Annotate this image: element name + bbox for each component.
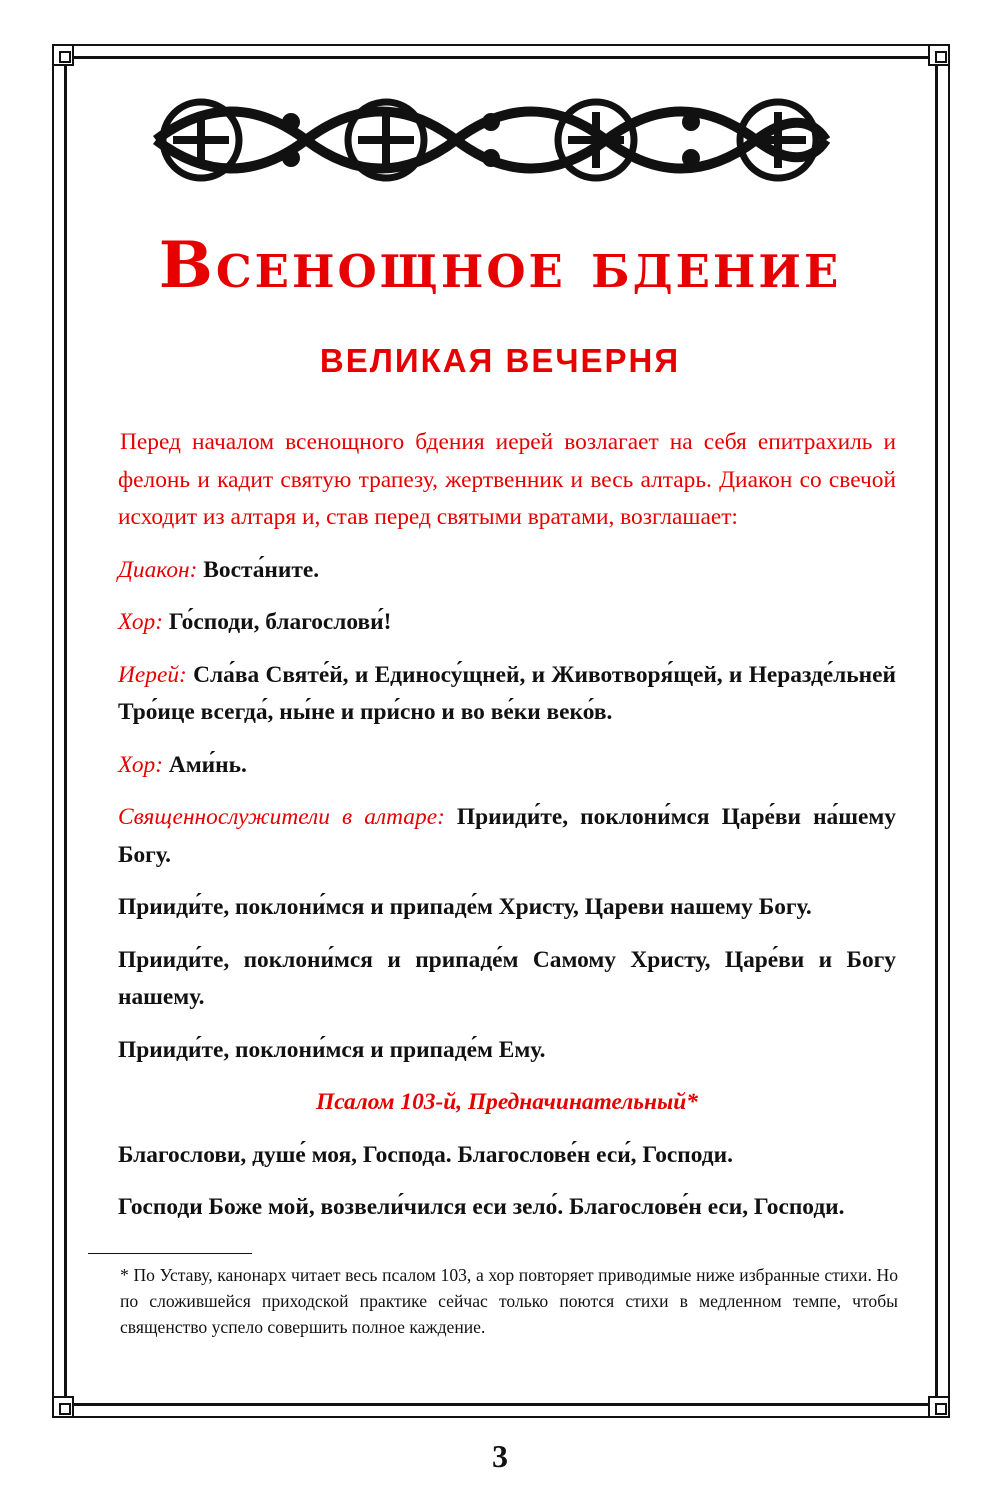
page-number: 3	[492, 1438, 508, 1474]
speaker-label: Священнослужители в алтаре:	[118, 804, 445, 830]
verse: Прииди́те, поклони́мся и припаде́м Ему.	[118, 1036, 546, 1063]
dialogue-line	[118, 604, 896, 642]
corner-ornament-top-left	[52, 44, 74, 66]
footnote-divider	[88, 1253, 252, 1254]
corner-ornament-top-right	[928, 44, 950, 66]
page-title: Всенощное бдение	[158, 228, 842, 303]
main-text	[118, 424, 896, 1242]
speaker-label: Хор:	[118, 609, 163, 635]
speaker-label: Хор:	[118, 751, 163, 778]
psalm-verse: Благослови, душе́ моя, Господа. Благослове́н еси́, Господи.	[118, 1141, 733, 1168]
spoken-text: Ами́нь.	[168, 751, 247, 778]
verse: Прииди́те, поклони́мся и припаде́м Христу, Цареви нашему Богу.	[118, 894, 812, 920]
speaker-label: Иерей:	[118, 661, 187, 688]
dialogue-line	[118, 747, 896, 785]
dialogue-line	[118, 657, 896, 732]
spoken-text: Прииди́те, поклони́мся Царе́ви на́шему Богу.	[118, 804, 896, 868]
psalm-title: Псалом 103-й, Предначинательный*	[316, 1089, 698, 1115]
dialogue-line	[118, 799, 896, 874]
dialogue-line	[118, 552, 896, 590]
intro-rubric: Перед началом всенощного бдения иерей возлагает на себя епитрахиль и фелонь и кадит святую трапезу, жертвенник и весь алтарь. Диакон со свечой исходит из алтаря и, став перед святыми вратами, возглашает:	[118, 429, 896, 530]
psalm-verse: Господи Боже мой, возвели́чился еси зело́. Благослове́н еси, Господи.	[118, 1194, 845, 1220]
corner-ornament-bottom-left	[52, 1396, 74, 1418]
header-ornament	[146, 92, 836, 188]
section-subtitle: ВЕЛИКАЯ ВЕЧЕРНЯ	[319, 342, 681, 379]
speaker-label: Диакон:	[118, 556, 198, 583]
corner-ornament-bottom-right	[928, 1396, 950, 1418]
spoken-text: Воста́ните.	[203, 556, 320, 583]
spoken-text: Го́споди, благослови́!	[168, 609, 392, 635]
spoken-text: Сла́ва Святе́й, и Единосу́щней, и Животворя́щей, и Неразде́льней Тро́ице всегда́, ны́не и при́сно и во ве́ки веко́в.	[118, 661, 896, 725]
verse: Прииди́те, поклони́мся и припаде́м Самому Христу, Царе́ви и Богу нашему.	[118, 946, 896, 1010]
footnote: * По Уставу, канонарх читает весь псалом 103, а хор повторяет приводимые ниже избранные стихи. Но по сложившейся приходской практике сейчас только поются стихи в медленном темпе, чтобы священство успело совершить полное каждение.	[120, 1265, 898, 1337]
